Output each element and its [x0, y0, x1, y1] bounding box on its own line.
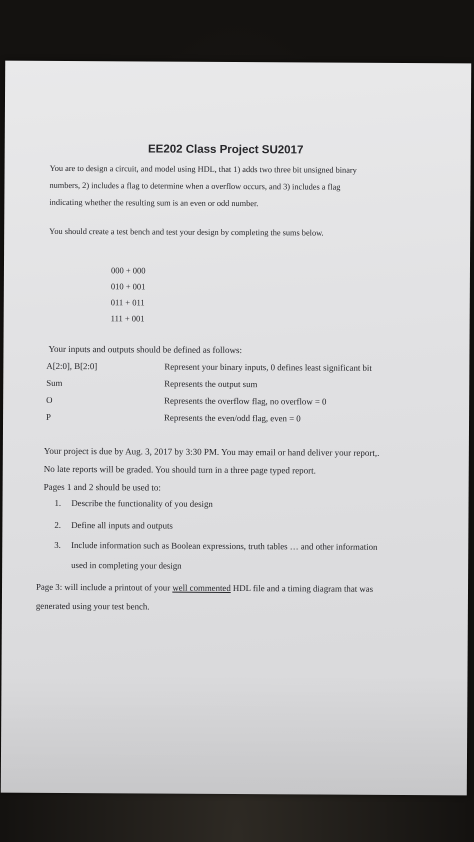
- list-text: Define all inputs and outputs: [71, 519, 173, 531]
- io-desc: Represent your binary inputs, 0 defines least significant bit: [164, 361, 372, 373]
- testbench-instruction: You should create a test bench and test your design by completing the sums below.: [49, 226, 324, 238]
- sum-item: 010 + 001: [110, 281, 146, 292]
- page3-underlined: well commented: [172, 582, 231, 593]
- list-item-2: [54, 520, 173, 531]
- sum-item: 111 + 001: [110, 313, 145, 324]
- io-name: A[2:0], B[2:0]: [46, 360, 98, 372]
- list-text: Describe the functionality of you design: [71, 497, 213, 509]
- io-name: O: [46, 394, 53, 405]
- intro-line-2: numbers, 2) includes a flag to determine when a overflow occurs, and 3) includes a flag: [49, 180, 341, 192]
- io-desc: Represents the overflow flag, no overflow = 0: [164, 395, 327, 407]
- due-line-3: Pages 1 and 2 should be used to:: [43, 481, 161, 493]
- sum-item: 000 + 000: [110, 265, 146, 276]
- list-number: 2.: [54, 519, 62, 530]
- io-name: Sum: [46, 377, 63, 388]
- document-sheet: [1, 61, 471, 796]
- io-name: P: [46, 411, 52, 422]
- document-title: EE202 Class Project SU2017: [147, 143, 304, 157]
- io-desc: Represents the even/odd flag, even = 0: [164, 412, 301, 424]
- sum-item: 011 + 011: [110, 297, 145, 308]
- list-number: 3.: [54, 539, 61, 550]
- list-item-1: [55, 498, 213, 509]
- list-item-3: [54, 540, 377, 552]
- list-item-3-continued: used in completing your design: [71, 559, 182, 571]
- io-desc: Represents the output sum: [164, 378, 258, 390]
- list-text: Include information such as Boolean expressions, truth tables … and other information: [71, 539, 378, 552]
- io-heading: Your inputs and outputs should be defined as follows:: [48, 343, 243, 356]
- page3-line-1: [36, 579, 373, 598]
- due-line-1: Your project is due by Aug. 3, 2017 by 3:30 PM. You may email or hand deliver your report,.: [43, 445, 380, 458]
- page3-line-2: generated using your test bench.: [35, 600, 150, 612]
- due-line-2: No late reports will be graded. You should turn in a three page typed report.: [43, 463, 316, 476]
- list-number: 1.: [54, 497, 62, 508]
- intro-line-3: indicating whether the resulting sum is an even or odd number.: [49, 197, 259, 209]
- paper-shadow: [1, 673, 468, 796]
- intro-line-1: You are to design a circuit, and model using HDL, that 1) adds two three bit unsigned binary: [49, 163, 357, 175]
- sums-list: [111, 262, 146, 326]
- page3-prefix: Page 3: will include a printout of your: [35, 581, 173, 593]
- page3-suffix: HDL file and a timing diagram that was: [230, 582, 374, 594]
